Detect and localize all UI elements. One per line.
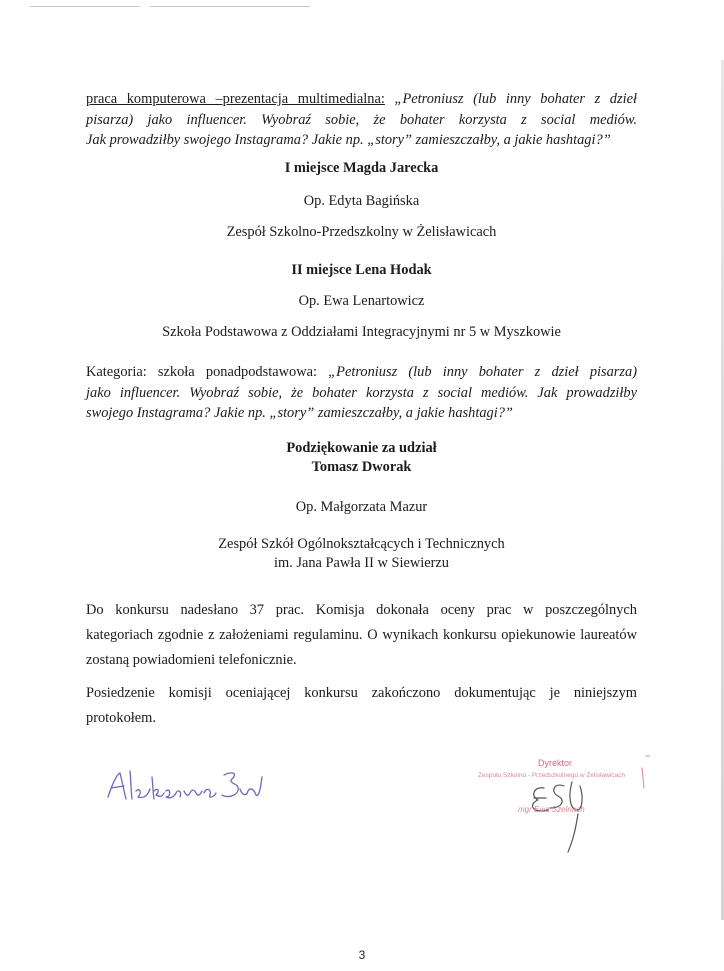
thanks-school-patron: im. Jana Pawła II w Siewierzu	[273, 555, 450, 571]
thanks-name: Tomasz Dworak	[311, 459, 412, 475]
topic-text: „Petroniusz (lub inny bohater z dzieł pisarza)	[328, 364, 637, 380]
thanks-teacher: Op. Małgorzata Mazur	[295, 499, 428, 515]
summary-line: Do konkursu nadesłano 37 prac. Komisja dokonała oceny prac w poszczególnych	[86, 602, 637, 618]
stamp-title: Dyrektor	[538, 758, 573, 768]
scan-artifact-line	[150, 6, 310, 7]
topic-text: jako influencer. Wyobraź sobie, że bohater korzysta z social mediów. Jak prowadziłby	[86, 384, 637, 401]
signature-icon	[100, 757, 270, 807]
director-stamp	[468, 752, 650, 862]
closing-paragraph: Posiedzenie komisji oceniającej konkursu zakończono dokumentując je niniejszym	[86, 685, 637, 701]
second-place-teacher: Op. Ewa Lenartowicz	[298, 293, 425, 309]
second-place-school: Szkoła Podstawowa z Oddziałami Integracyjnymi nr 5 w Myszkowie	[162, 324, 561, 340]
category-label: praca komputerowa –prezentacja multimedialna:	[86, 91, 385, 107]
topic-text: pisarza) jako influencer. Wyobraź sobie, że bohater korzysta z social mediów.	[86, 111, 637, 128]
first-place-school: Zespół Szkolno-Przedszkolny w Żelisławicach	[226, 224, 497, 240]
secondary-topic-end	[86, 403, 637, 424]
first-place-teacher: Op. Edyta Bagińska	[303, 193, 420, 209]
topic-text: Jak prowadziłby swojego Instagrama? Jakie np. „story” zamieszczałby, a jakie hashtagi?”	[86, 132, 611, 148]
summary-paragraph	[86, 598, 637, 648]
topic-text: swojego Instagrama? Jakie np. „story” zamieszczałby, a jakie hashtagi?”	[86, 405, 513, 421]
thanks-title: Podziękowanie za udział	[286, 440, 437, 456]
prize-category-computer-work	[86, 89, 637, 130]
scan-artifact-line	[30, 6, 140, 7]
summary-line: kategoriach zgodnie z założeniami regulaminu. O wynikach konkursu opiekunowie laureatów	[86, 627, 637, 643]
first-place-winner: I miejsce Magda Jarecka	[284, 160, 439, 176]
stamp-name: mgr Ewa Szelnach	[518, 805, 585, 814]
thanks-school: Zespół Szkół Ogólnokształcących i Technicznych	[218, 536, 505, 552]
second-place-winner: II miejsce Lena Hodak	[291, 262, 432, 278]
stamp-subtitle: Zespołu Szkolno - Przedszkolnego w Żelisławicach	[478, 772, 626, 779]
closing-end: protokołem.	[86, 710, 156, 726]
category-label: Kategoria: szkoła ponadpodstawowa:	[86, 364, 317, 380]
topic-text-end	[86, 130, 637, 151]
summary-end: zostaną powiadomieni telefonicznie.	[86, 652, 297, 668]
handwritten-signature	[100, 757, 270, 807]
page-number: 3	[358, 948, 366, 962]
topic-text: „Petroniusz (lub inny bohater z dzieł	[394, 91, 637, 107]
secondary-school-category	[86, 362, 637, 403]
